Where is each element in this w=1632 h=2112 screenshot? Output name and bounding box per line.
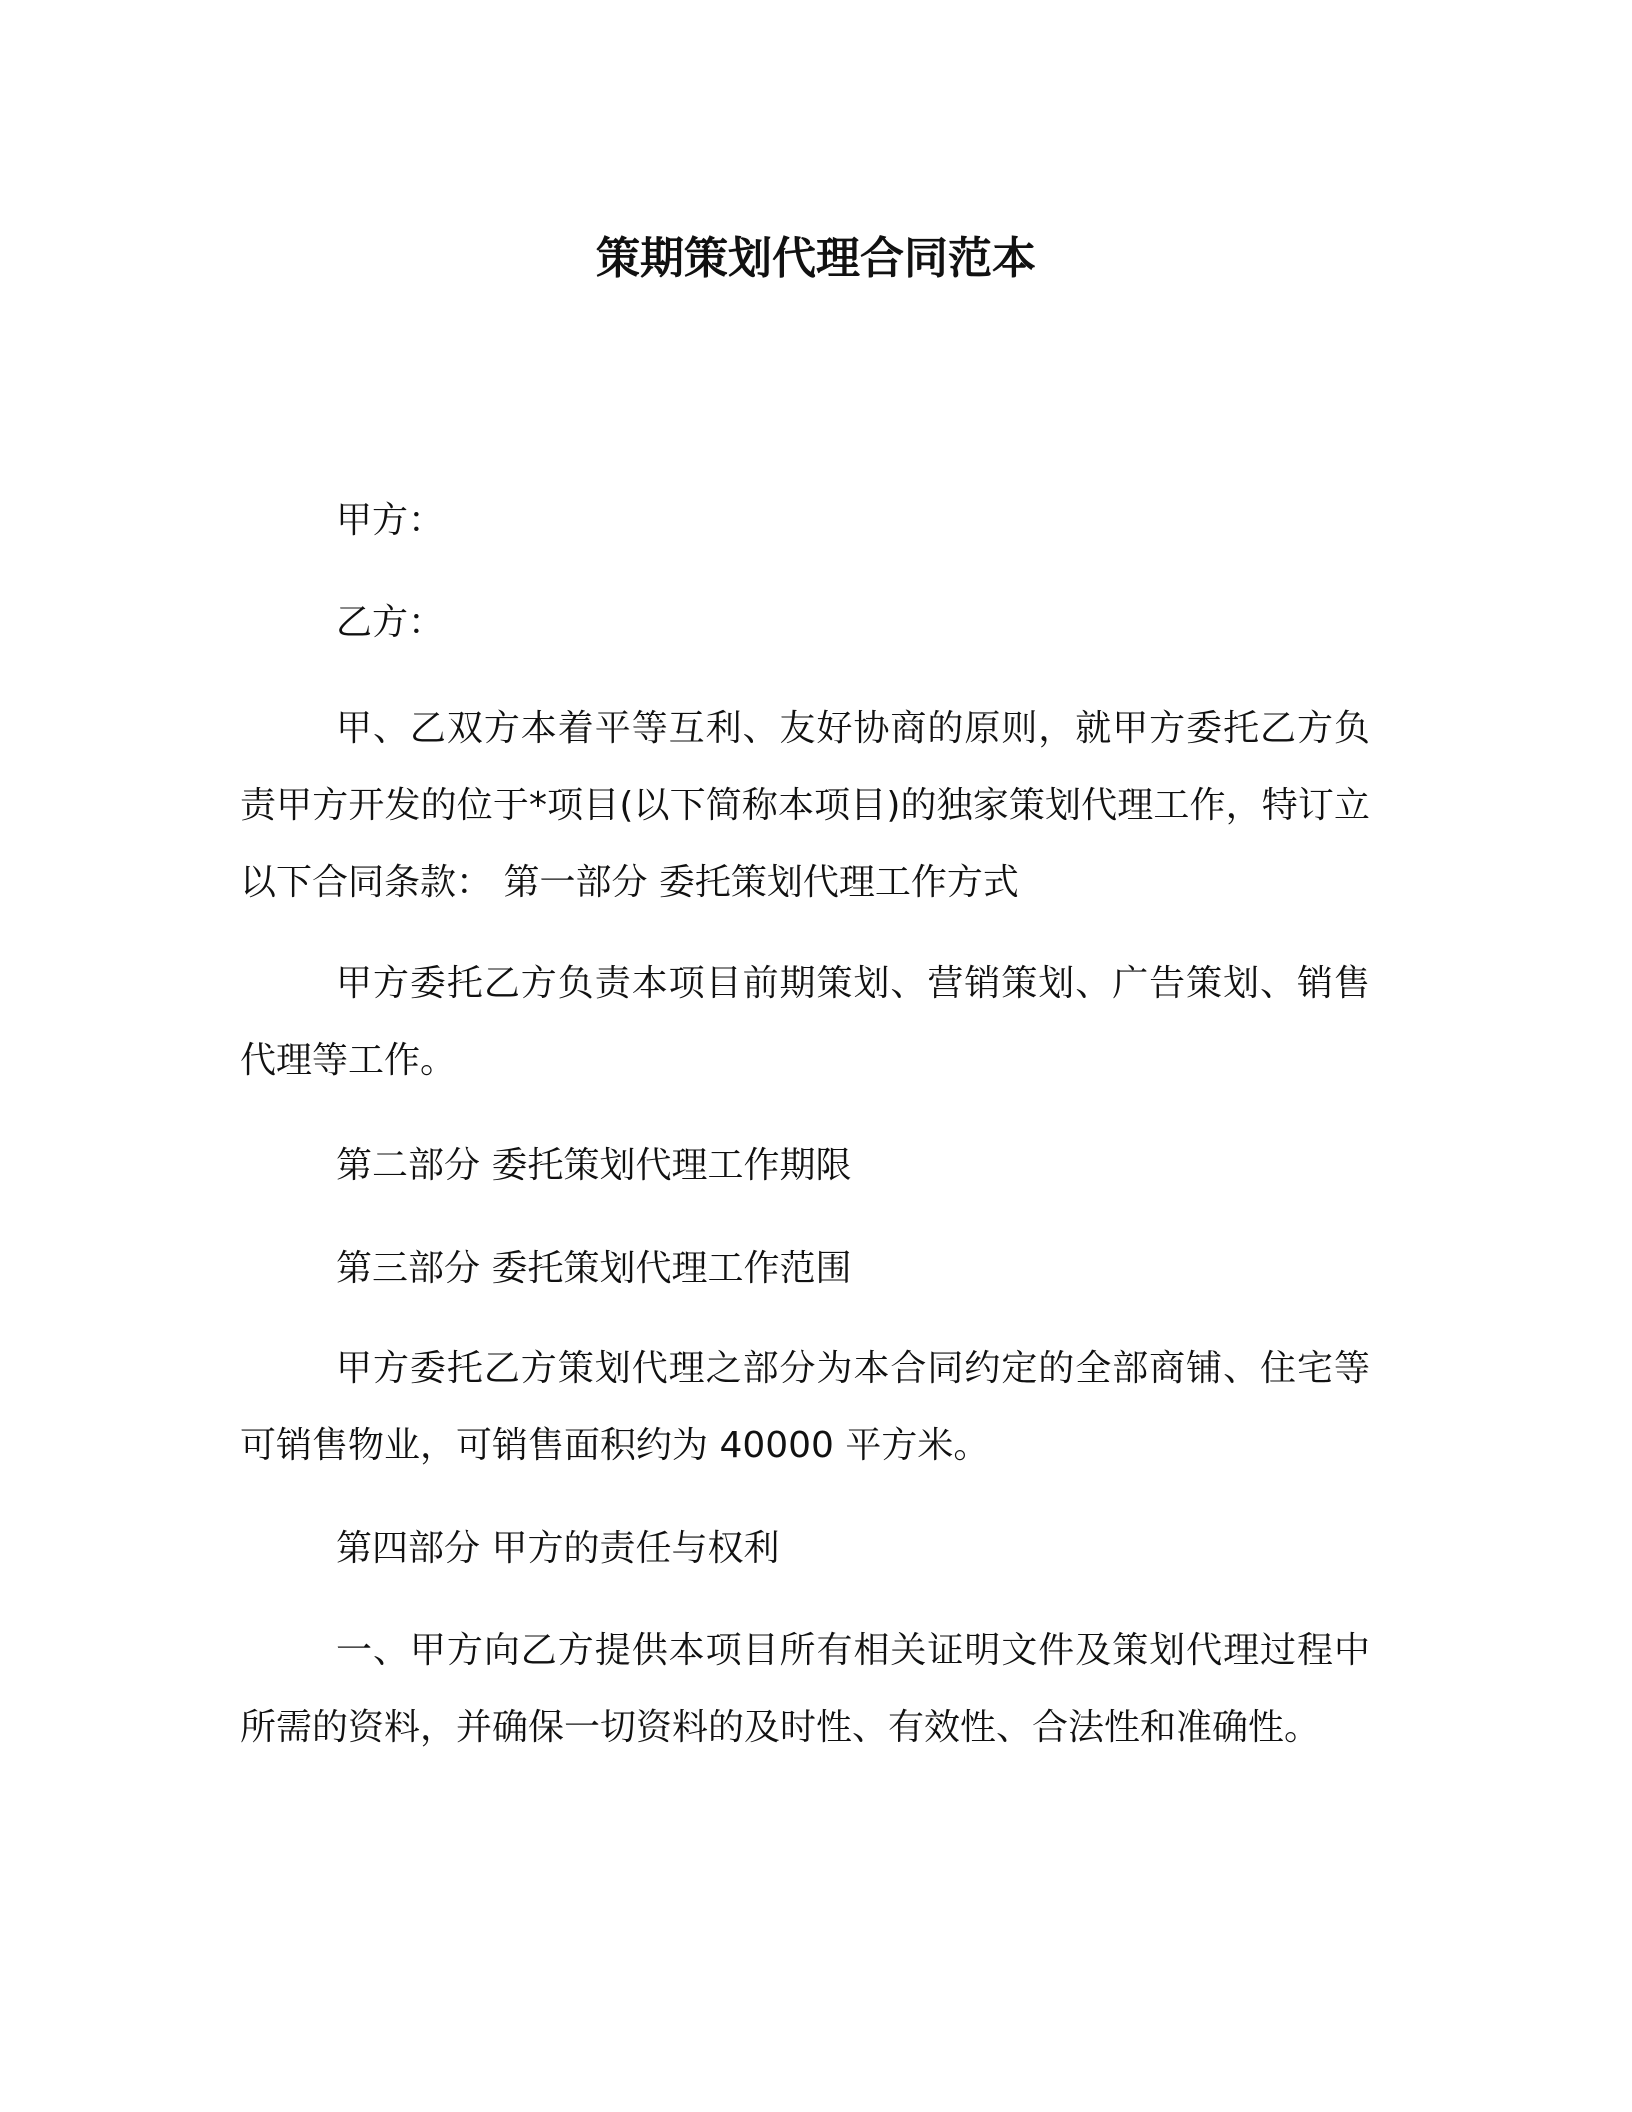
party-a-duty-1: 一、甲方向乙方提供本项目所有相关证明文件及策划代理过程中所需的资料，并确保一切资料的及时性、有效性、合法性和准确性。 — [240, 1630, 1370, 1748]
part-one-paragraph: 甲方委托乙方负责本项目前期策划、营销策划、广告策划、销售代理等工作。 — [240, 963, 1370, 1081]
part-three-paragraph: 甲方委托乙方策划代理之部分为本合同约定的全部商铺、住宅等可销售物业，可销售面积约为 40000 平方米。 — [240, 1348, 1370, 1466]
party-b-line: 乙方： — [336, 602, 445, 643]
part-four-heading: 第四部分 甲方的责任与权利 — [336, 1528, 780, 1569]
part-two-heading: 第二部分 委托策划代理工作期限 — [336, 1145, 852, 1186]
party-a-line: 甲方： — [336, 500, 445, 541]
preamble-paragraph: 甲、乙双方本着平等互利、友好协商的原则，就甲方委托乙方负责甲方开发的位于*项目(以下简称本项目)的独家策划代理工作，特订立以下合同条款： 第一部分 委托策划代理工作方式 — [240, 708, 1370, 903]
part-three-heading: 第三部分 委托策划代理工作范围 — [336, 1248, 852, 1289]
document-title: 策期策划代理合同范本 — [596, 233, 1036, 284]
